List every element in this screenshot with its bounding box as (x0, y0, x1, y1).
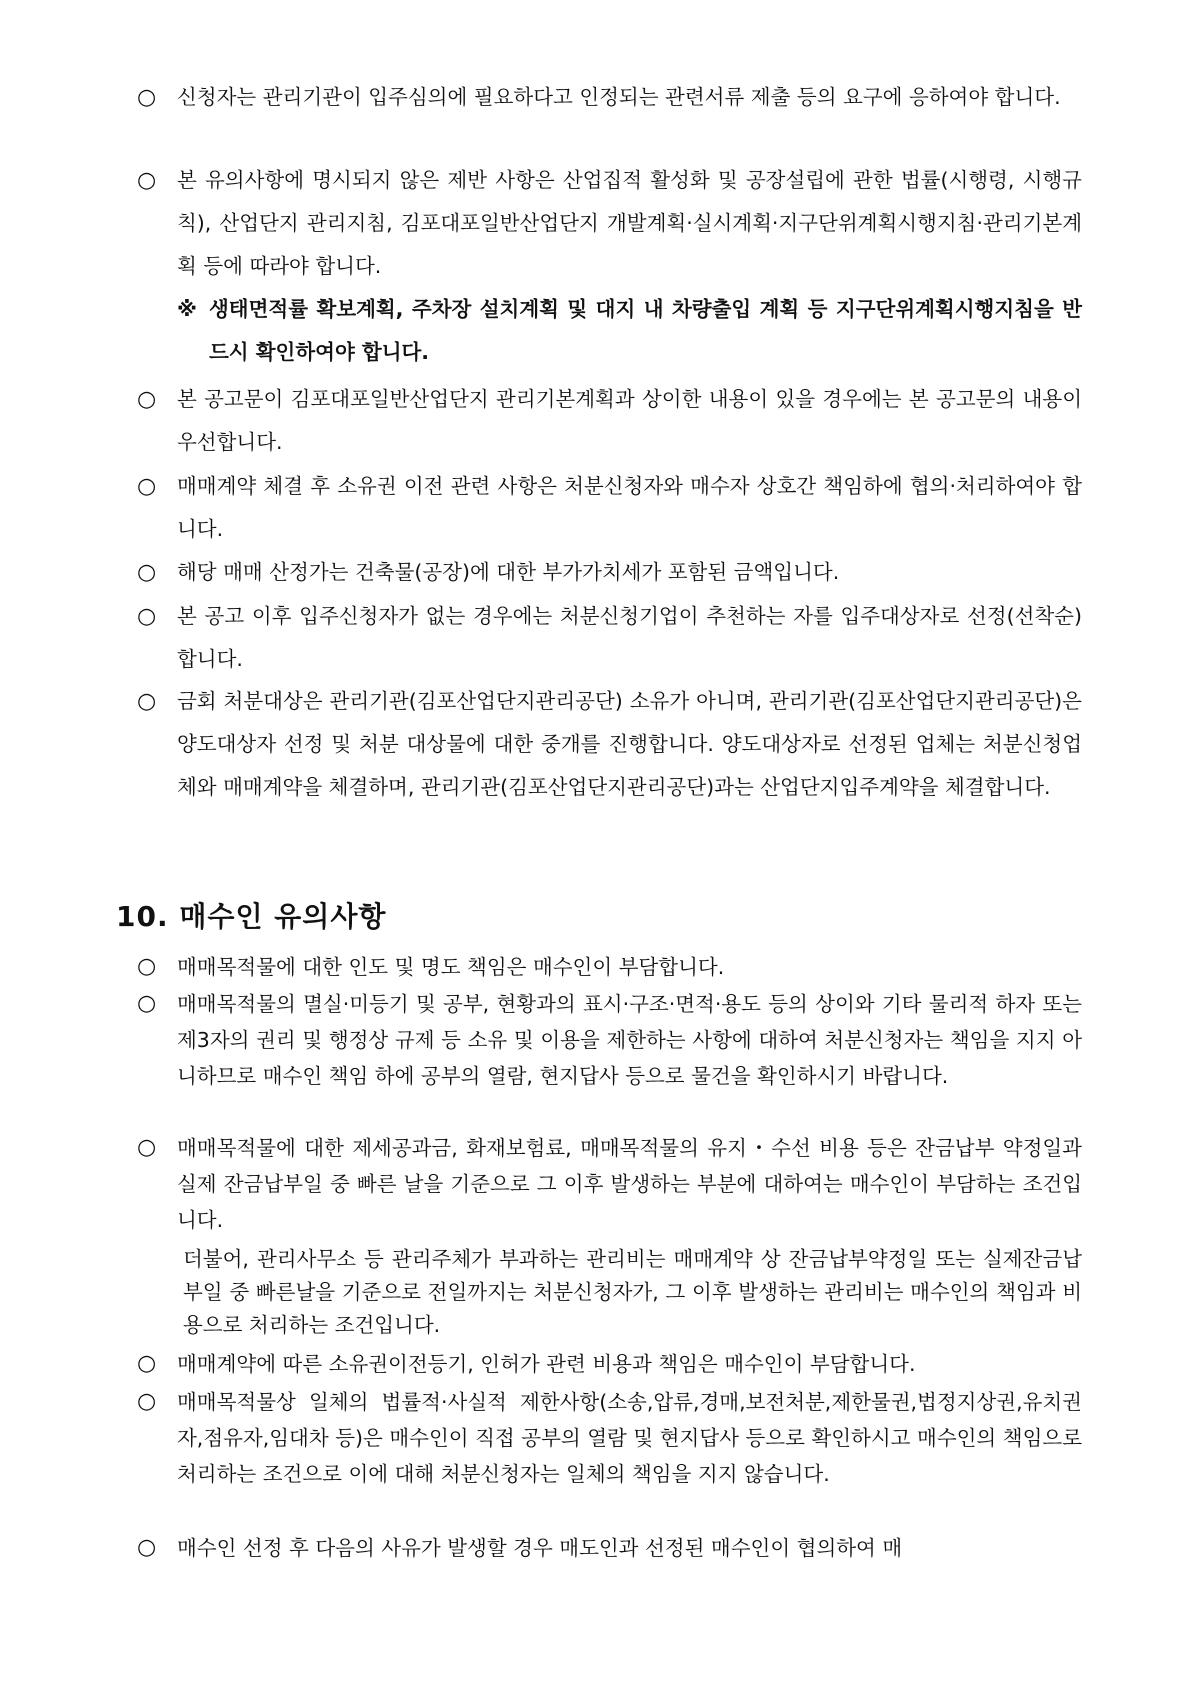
circle-bullet-icon: ○ (137, 168, 157, 193)
list-item-text: 매매계약 체결 후 소유권 이전 관련 사항은 처분신청자와 매수자 상호간 책임하에 협의·처리하여야 합니다. (177, 474, 1082, 541)
circle-bullet-icon: ○ (137, 1535, 157, 1560)
list-item-text: 신청자는 관리기관이 입주심의에 필요하다고 인정되는 관련서류 제출 등의 요구에 응하여야 합니다. (177, 85, 1061, 109)
list-item (137, 465, 1082, 551)
circle-bullet-icon: ○ (137, 954, 157, 979)
list-item (137, 595, 1082, 681)
list-item (137, 1130, 1082, 1238)
list-item (137, 986, 1082, 1094)
list-item-text: 매매목적물에 대한 제세공과금, 화재보험료, 매매목적물의 유지・수선 비용 등은 잔금납부 약정일과 실제 잔금납부일 중 빠른 날을 기준으로 그 이후 발생하는 부분에 대하여는 매수인이 부담하는 조건입니다. (177, 1136, 1082, 1232)
list-item-text: 매매목적물상 일체의 법률적·사실적 제한사항(소송,압류,경매,보전처분,제한물권,법정지상권,유치권자,점유자,임대차 등)은 매수인이 직접 공부의 열람 및 현지답사 등으로 확인하시고 매수인의 책임으로 처리하는 조건으로 이에 대해 처분신청자는 일체의 책임을 지지 않습니다. (177, 1390, 1082, 1486)
list-item-text: 매매목적물의 멸실·미등기 및 공부, 현황과의 표시·구조·면적·용도 등의 상이와 기타 물리적 하자 또는 제3자의 권리 및 행정상 규제 등 소유 및 이용을 제한하는 사항에 대하여 처분신청자는 책임을 지지 아니하므로 매수인 책임 하에 공부의 열람, 현지답사 등으로 물건을 확인하시기 바랍니다. (177, 992, 1082, 1088)
list-item (137, 1530, 1082, 1566)
circle-bullet-icon: ○ (137, 1351, 157, 1376)
sub-paragraph: 더불어, 관리사무소 등 관리주체가 부과하는 관리비는 매매계약 상 잔금납부약정일 또는 실제잔금납부일 중 빠른날을 기준으로 전일까지는 처분신청자가, 그 이후 발생하는 관리비는 매수인의 책임과 비용으로 처리하는 조건입니다. (183, 1247, 1082, 1337)
circle-bullet-icon: ○ (137, 387, 157, 412)
list-item (137, 680, 1082, 809)
important-note (177, 288, 1082, 374)
list-item (137, 1346, 1082, 1382)
list-item (137, 949, 1082, 985)
circle-bullet-icon: ○ (137, 85, 157, 110)
circle-bullet-icon: ○ (137, 474, 157, 499)
list-item-text: 매수인 선정 후 다음의 사유가 발생할 경우 매도인과 선정된 매수인이 협의하여 매 (177, 1536, 903, 1560)
list-item (137, 551, 1082, 594)
list-item (137, 159, 1082, 288)
section-heading: 10. 매수인 유의사항 (116, 900, 387, 933)
list-item-text: 해당 매매 산정가는 건축물(공장)에 대한 부가가치세가 포함된 금액입니다. (177, 560, 840, 584)
circle-bullet-icon: ○ (137, 1389, 157, 1414)
list-item-text: 본 공고 이후 입주신청자가 없는 경우에는 처분신청기업이 추천하는 자를 입주대상자로 선정(선착순)합니다. (177, 604, 1082, 671)
list-item-text: 본 공고문이 김포대포일반산업단지 관리기본계획과 상이한 내용이 있을 경우에는 본 공고문의 내용이 우선합니다. (177, 387, 1082, 454)
list-item (137, 1384, 1082, 1492)
circle-bullet-icon: ○ (137, 560, 157, 585)
list-item (137, 76, 1082, 119)
circle-bullet-icon: ○ (137, 689, 157, 714)
list-item (137, 378, 1082, 464)
reference-mark-icon: ※ (177, 297, 197, 321)
circle-bullet-icon: ○ (137, 604, 157, 629)
circle-bullet-icon: ○ (137, 1135, 157, 1160)
list-item-text: 본 유의사항에 명시되지 않은 제반 사항은 산업집적 활성화 및 공장설립에 관한 법률(시행령, 시행규칙), 산업단지 관리지침, 김포대포일반산업단지 개발계획·실시계획·지구단위계획시행지침·관리기본계획 등에 따라야 합니다. (177, 168, 1082, 278)
circle-bullet-icon: ○ (137, 991, 157, 1016)
note-text: 생태면적률 확보계획, 주차장 설치계획 및 대지 내 차량출입 계획 등 지구단위계획시행지침을 반드시 확인하여야 합니다. (209, 297, 1082, 364)
list-item-text: 금회 처분대상은 관리기관(김포산업단지관리공단) 소유가 아니며, 관리기관(김포산업단지관리공단)은 양도대상자 선정 및 처분 대상물에 대한 중개를 진행합니다. 양도대상자로 선정된 업체는 처분신청업체와 매매계약을 체결하며, 관리기관(김포산업단지관리공단)과는 산업단지입주계약을 체결합니다. (177, 689, 1082, 799)
list-item-text: 매매목적물에 대한 인도 및 명도 책임은 매수인이 부담합니다. (177, 955, 725, 979)
list-item-text: 매매계약에 따른 소유권이전등기, 인허가 관련 비용과 책임은 매수인이 부담합니다. (177, 1352, 916, 1376)
